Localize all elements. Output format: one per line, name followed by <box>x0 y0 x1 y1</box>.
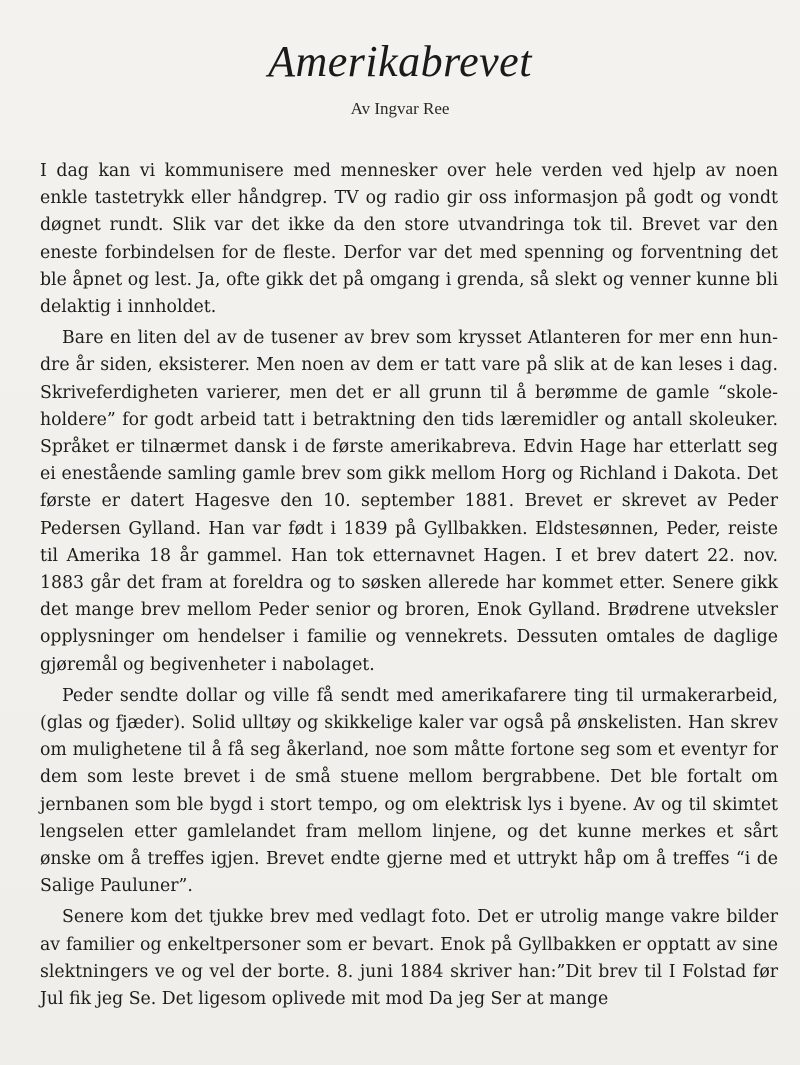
paragraph-3: Peder sendte dollar og ville få sendt med amerikafarere ting til urmakerarbeid, (glas og fjæder). Solid ulltøy og skikkelige kaler var også på ønskelisten. Han skrev om mulighetene til å få seg åkerland, noe som måtte fortone seg som et eventyr for dem som leste brevet i de små stuene mellom bergrabbene. Det ble fortalt om jernbanen som ble bygd i stort tempo, og om elektrisk lys i byene. Av og til skimtet lengselen etter gamlelandet fram mellom linjene, og det kunne merkes et sårt ønske om å treffes igjen. Brevet endte gjerne med et uttrykt håp om å treffes “i de Salige Pauluner”. <box>40 685 778 897</box>
article-body <box>40 158 778 1013</box>
paragraph-4: Senere kom det tjukke brev med vedlagt foto. Det er utrolig mange vakre bilder av familier og enkeltpersoner som er bevart. Enok på Gyllbakken er opptatt av sine slektningers ve og vel der borte. 8. juni 1884 skriver han:”Dit brev til I Folstad før Jul fik jeg Se. Det ligesom oplivede mit mod Da jeg Ser at mange <box>40 907 778 1010</box>
article-title: Amerikabrevet <box>268 37 532 86</box>
paragraph-1: I dag kan vi kommunisere med mennesker over hele verden ved hjelp av noen enkle tastetrykk eller håndgrep. TV og radio gir oss informasjon på godt og vondt døgnet rundt. Slik var det ikke da den store utvandringa tok til. Brevet var den eneste forbindelsen for de fleste. Derfor var det med spenning og forventning det ble åpnet og lest. Ja, ofte gikk det på omgang i grenda, så slekt og venner kunne bli delaktig i innholdet. <box>40 161 778 318</box>
paragraph-2: Bare en liten del av de tusener av brev som krysset Atlanteren for mer enn hundre år siden, eksisterer. Men noen av dem er tatt vare på slik at de kan leses i dag. Skriveferdigheten varierer, men det er all grunn til å berømme de gamle “skoleholdere” for godt arbeid tatt i betraktning den tids læremidler og antall skoleuker. Språket er tilnærmet dansk i de første amerikabreva. Edvin Hage har etterlatt seg ei enestående samling gamle brev som gikk mellom Horg og Richland i Dakota. Det første er datert Hagesve den 10. september 1881. Brevet er skrevet av Peder Pedersen Gylland. Han var født i 1839 på Gyllbakken. Eldstesønnen, Peder, reiste til Amerika 18 år gammel. Han tok etternavnet Hagen. I et brev datert 22. nov. 1883 går det fram at foreldra og to søsken allerede har kommet etter. Senere gikk det mange brev mellom Peder senior og broren, Enok Gylland. Brødrene utveksler opplysninger om hendelser i familie og vennekrets. Dessuten omtales de daglige gjøremål og begivenheter i nabolaget. <box>40 328 778 675</box>
article-byline: Av Ingvar Ree <box>350 99 450 118</box>
